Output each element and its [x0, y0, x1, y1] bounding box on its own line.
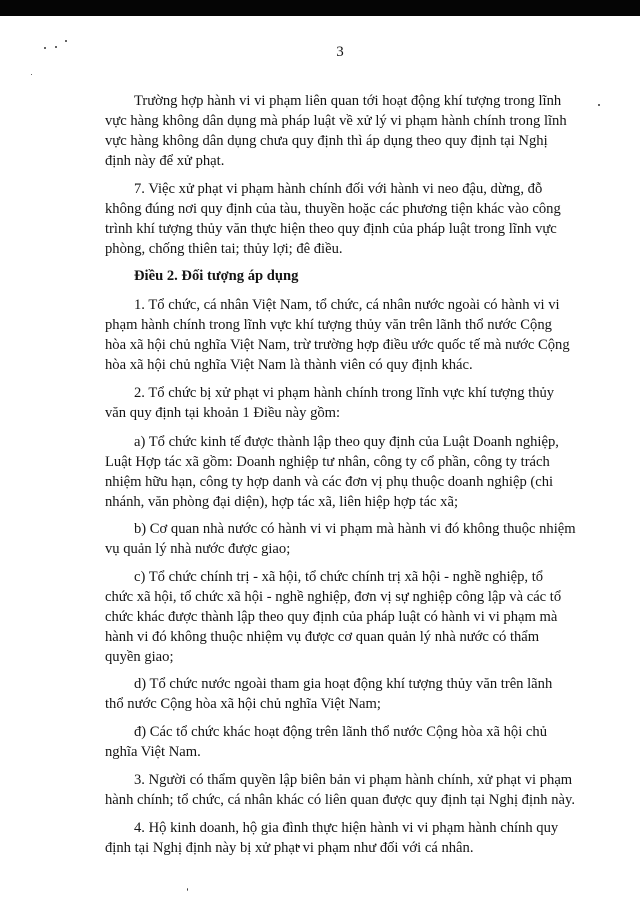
text-line: vực hàng không dân dụng chưa quy định thì áp dụng theo quy định tại Nghị: [105, 133, 548, 149]
text-line: hòa xã hội chủ nghĩa Việt Nam, trừ trường hợp điều ước quốc tế mà nước Cộng: [105, 337, 570, 353]
text-line: nhiệm hữu hạn, công ty hợp danh và các đơn vị phụ thuộc doanh nghiệp (chi: [105, 474, 554, 490]
text-line: vụ quản lý nhà nước được giao;: [105, 541, 291, 557]
page-number: 3: [336, 44, 344, 60]
text-line: nghĩa Việt Nam.: [105, 744, 201, 760]
text-line: 3. Người có thẩm quyền lập biên bản vi phạm hành chính, xử phạt vi phạm: [134, 772, 573, 788]
text-line: đ) Các tổ chức khác hoạt động trên lãnh thổ nước Cộng hòa xã hội chủ: [134, 724, 548, 740]
article-2-heading: Điều 2. Đối tượng áp dụng: [134, 268, 299, 284]
text-line: 7. Việc xử phạt vi phạm hành chính đối với hành vi neo đậu, dừng, đỗ: [134, 181, 543, 197]
text-line: chức xã hội, tổ chức xã hội - nghề nghiệp, đơn vị sự nghiệp công lập và các tổ: [105, 589, 562, 605]
text-line: định tại Nghị định này bị xử phạt vi phạm như đối với cá nhân.: [105, 840, 474, 856]
text-line: phạm hành chính trong lĩnh vực khí tượng thủy văn trên lãnh thổ nước Cộng: [105, 317, 552, 333]
text-line: không đúng nơi quy định của tàu, thuyền hoặc các phương tiện khác vào công: [105, 201, 561, 217]
text-line: a) Tổ chức kinh tế được thành lập theo quy định của Luật Doanh nghiệp,: [134, 434, 559, 450]
text-line: văn quy định tại khoản 1 Điều này gồm:: [105, 405, 341, 421]
text-line: 1. Tổ chức, cá nhân Việt Nam, tổ chức, cá nhân nước ngoài có hành vi vi: [134, 297, 560, 313]
text-line: b) Cơ quan nhà nước có hành vi vi phạm mà hành vi đó không thuộc nhiệm: [134, 521, 576, 537]
text-line: trình khí tượng thủy văn thực hiện theo quy định của pháp luật trong lĩnh vực: [105, 221, 557, 237]
text-line: hành chính; tổ chức, cá nhân khác có liên quan được quy định tại Nghị định này.: [105, 792, 576, 808]
text-line: quyền giao;: [105, 649, 174, 665]
text-line: Luật Hợp tác xã gồm: Doanh nghiệp tư nhân, công ty cổ phần, công ty trách: [105, 454, 550, 470]
text-line: thổ nước Cộng hòa xã hội chủ nghĩa Việt Nam;: [105, 696, 381, 712]
text-line: 4. Hộ kinh doanh, hộ gia đình thực hiện hành vi vi phạm hành chính quy: [134, 820, 559, 836]
text-line: d) Tổ chức nước ngoài tham gia hoạt động khí tượng thủy văn trên lãnh: [134, 676, 553, 692]
text-line: định này để xử phạt.: [105, 153, 225, 169]
text-line: nhánh, văn phòng đại diện), hợp tác xã, liên hiệp hợp tác xã;: [105, 494, 459, 510]
text-line: Trường hợp hành vi vi phạm liên quan tới hoạt động khí tượng trong lĩnh: [134, 93, 562, 109]
text-line: c) Tổ chức chính trị - xã hội, tổ chức chính trị xã hội - nghề nghiệp, tổ: [134, 569, 544, 585]
text-line: hòa xã hội chủ nghĩa Việt Nam là thành viên có quy định khác.: [105, 357, 473, 373]
text-line: 2. Tổ chức bị xử phạt vi phạm hành chính trong lĩnh vực khí tượng thủy: [134, 385, 555, 401]
text-line: chức khác được thành lập theo quy định của pháp luật có hành vi vi phạm mà: [105, 609, 558, 625]
text-line: hành vi đó không thuộc nhiệm vụ được cơ quan quản lý nhà nước có thẩm: [105, 629, 540, 645]
text-line: phòng, chống thiên tai; thủy lợi; đê điều.: [105, 241, 343, 257]
text-line: vực hàng không dân dụng mà pháp luật về xử lý vi phạm hành chính trong lĩnh: [105, 113, 567, 129]
